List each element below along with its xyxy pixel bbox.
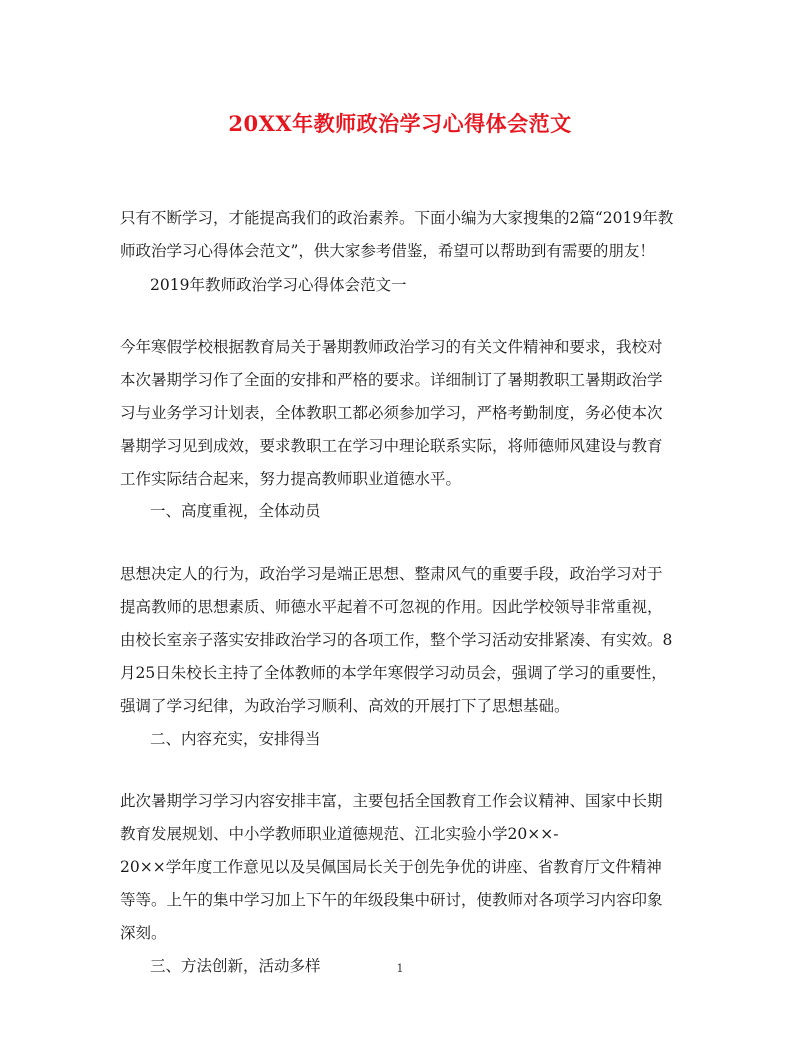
paragraph-line: 由校长室亲子落实安排政治学习的各项工作，整个学习活动安排紧凑、有实效。8: [120, 631, 673, 649]
paragraph-line: 提高教师的思想素质、师德水平起着不可忽视的作用。因此学校领导非常重视，: [120, 598, 663, 616]
paragraph-line: 深刻。: [120, 924, 167, 942]
paragraph-line: 教育发展规划、中小学教师职业道德规范、江北实验小学20××-: [120, 825, 559, 843]
section-heading-3: 三、方法创新，活动多样: [150, 957, 321, 975]
paragraph-line: 工作实际结合起来，努力提高教师职业道德水平。: [120, 470, 462, 488]
paragraph-line: 暑期学习见到成效，要求教职工在学习中理论联系实际，将师德师风建设与教育: [120, 437, 663, 455]
paragraph-line: 强调了学习纪律，为政治学习顺利、高效的开展打下了思想基础。: [120, 697, 570, 715]
paragraph-line: 此次暑期学习学习内容安排丰富，主要包括全国教育工作会议精神、国家中长期: [120, 792, 663, 810]
paragraph-line: 20××学年度工作意见以及吴佩国局长关于创先争优的讲座、省教育厅文件精神: [120, 858, 662, 876]
section-heading-2: 二、内容充实，安排得当: [150, 730, 321, 748]
intro-line: 只有不断学习，才能提高我们的政治素养。下面小编为大家搜集的2篇“2019年教: [120, 209, 674, 227]
paragraph-line: 月25日朱校长主持了全体教师的本学年寒假学习动员会，强调了学习的重要性，: [120, 664, 667, 682]
document-title: 20XX年教师政治学习心得体会范文: [228, 111, 572, 136]
section-heading-1: 一、高度重视，全体动员: [150, 502, 321, 520]
paragraph-line: 思想决定人的行为，政治学习是端正思想、整肃风气的重要手段，政治学习对于: [120, 565, 663, 583]
paragraph-line: 今年寒假学校根据教育局关于暑期教师政治学习的有关文件精神和要求，我校对: [120, 338, 663, 356]
paragraph-line: 本次暑期学习作了全面的安排和严格的要求。详细制订了暑期教职工暑期政治学: [120, 371, 663, 389]
intro-line: 师政治学习心得体会范文”，供大家参考借鉴，希望可以帮助到有需要的朋友！: [120, 242, 655, 260]
page-number: 1: [396, 962, 404, 975]
article-subtitle: 2019年教师政治学习心得体会范文一: [150, 276, 407, 294]
paragraph-line: 等等。上午的集中学习加上下午的年级段集中研讨，使教师对各项学习内容印象: [120, 891, 663, 909]
paragraph-line: 习与业务学习计划表，全体教职工都必须参加学习，严格考勤制度，务必使本次: [120, 404, 663, 422]
